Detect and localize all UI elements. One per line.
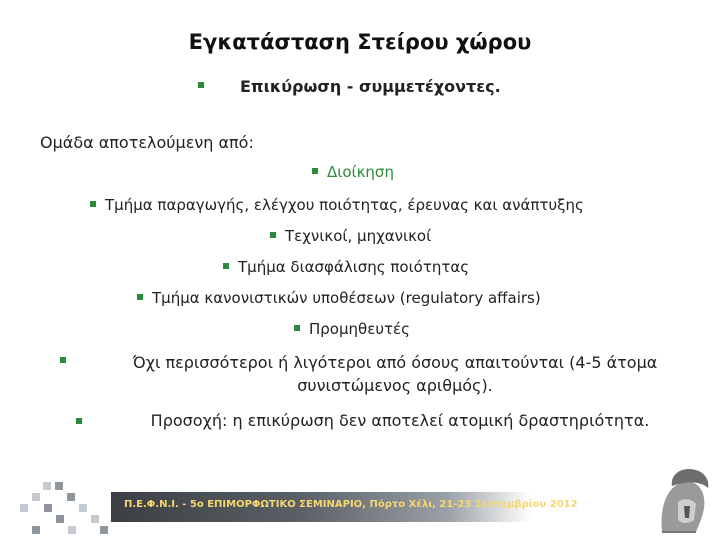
bullet-icon bbox=[294, 325, 300, 331]
note-text: Προσοχή: η επικύρωση δεν αποτελεί ατομική δραστηριότητα. bbox=[150, 411, 650, 430]
list-item-label: Τεχνικοί, μηχανικοί bbox=[285, 227, 432, 245]
list-item bbox=[270, 227, 431, 245]
subtitle bbox=[240, 77, 501, 96]
bullet-icon bbox=[76, 418, 82, 424]
bullet-icon bbox=[223, 263, 229, 269]
list-item-label: Τμήμα διασφάλισης ποιότητας bbox=[238, 258, 470, 276]
bullet-icon bbox=[312, 168, 318, 174]
bullet-icon bbox=[270, 232, 276, 238]
list-item bbox=[223, 258, 469, 276]
bullet-icon bbox=[90, 201, 96, 207]
subtitle-text: Επικύρωση - συμμετέχοντες. bbox=[240, 77, 501, 96]
list-item-label: Προμηθευτές bbox=[309, 320, 410, 338]
list-item bbox=[312, 163, 394, 181]
bullet-icon bbox=[137, 294, 143, 300]
note-text: Όχι περισσότεροι ή λιγότεροι από όσους απαιτούνται (4-5 άτομα συνιστώμενος αριθμός). bbox=[132, 353, 658, 395]
footer-text: Π.Ε.Φ.Ν.Ι. - 5ο ΕΠΙΜΟΡΦΩΤΙΚΟ ΣΕΜΙΝΑΡΙΟ, Πόρτο Χέλι, 21-23 Σεπτεμβρίου 2012 bbox=[124, 499, 578, 510]
list-item bbox=[90, 196, 584, 214]
list-item-label: Τμήμα κανονιστικών υποθέσεων (regulatory affairs) bbox=[152, 289, 541, 307]
warrior-helmet-icon bbox=[642, 462, 714, 536]
list-item-label: Διοίκηση bbox=[327, 163, 394, 181]
list-item bbox=[294, 320, 410, 338]
list-item-label: Τμήμα παραγωγής, ελέγχου ποιότητας, έρευνας και ανάπτυξης bbox=[105, 196, 584, 214]
list-item bbox=[137, 289, 541, 307]
bullet-icon bbox=[198, 82, 204, 88]
bullet-icon bbox=[60, 357, 66, 363]
slide-title: Εγκατάσταση Στείρου χώρου bbox=[188, 30, 532, 54]
intro-text: Ομάδα αποτελούμενη από: bbox=[40, 133, 254, 152]
